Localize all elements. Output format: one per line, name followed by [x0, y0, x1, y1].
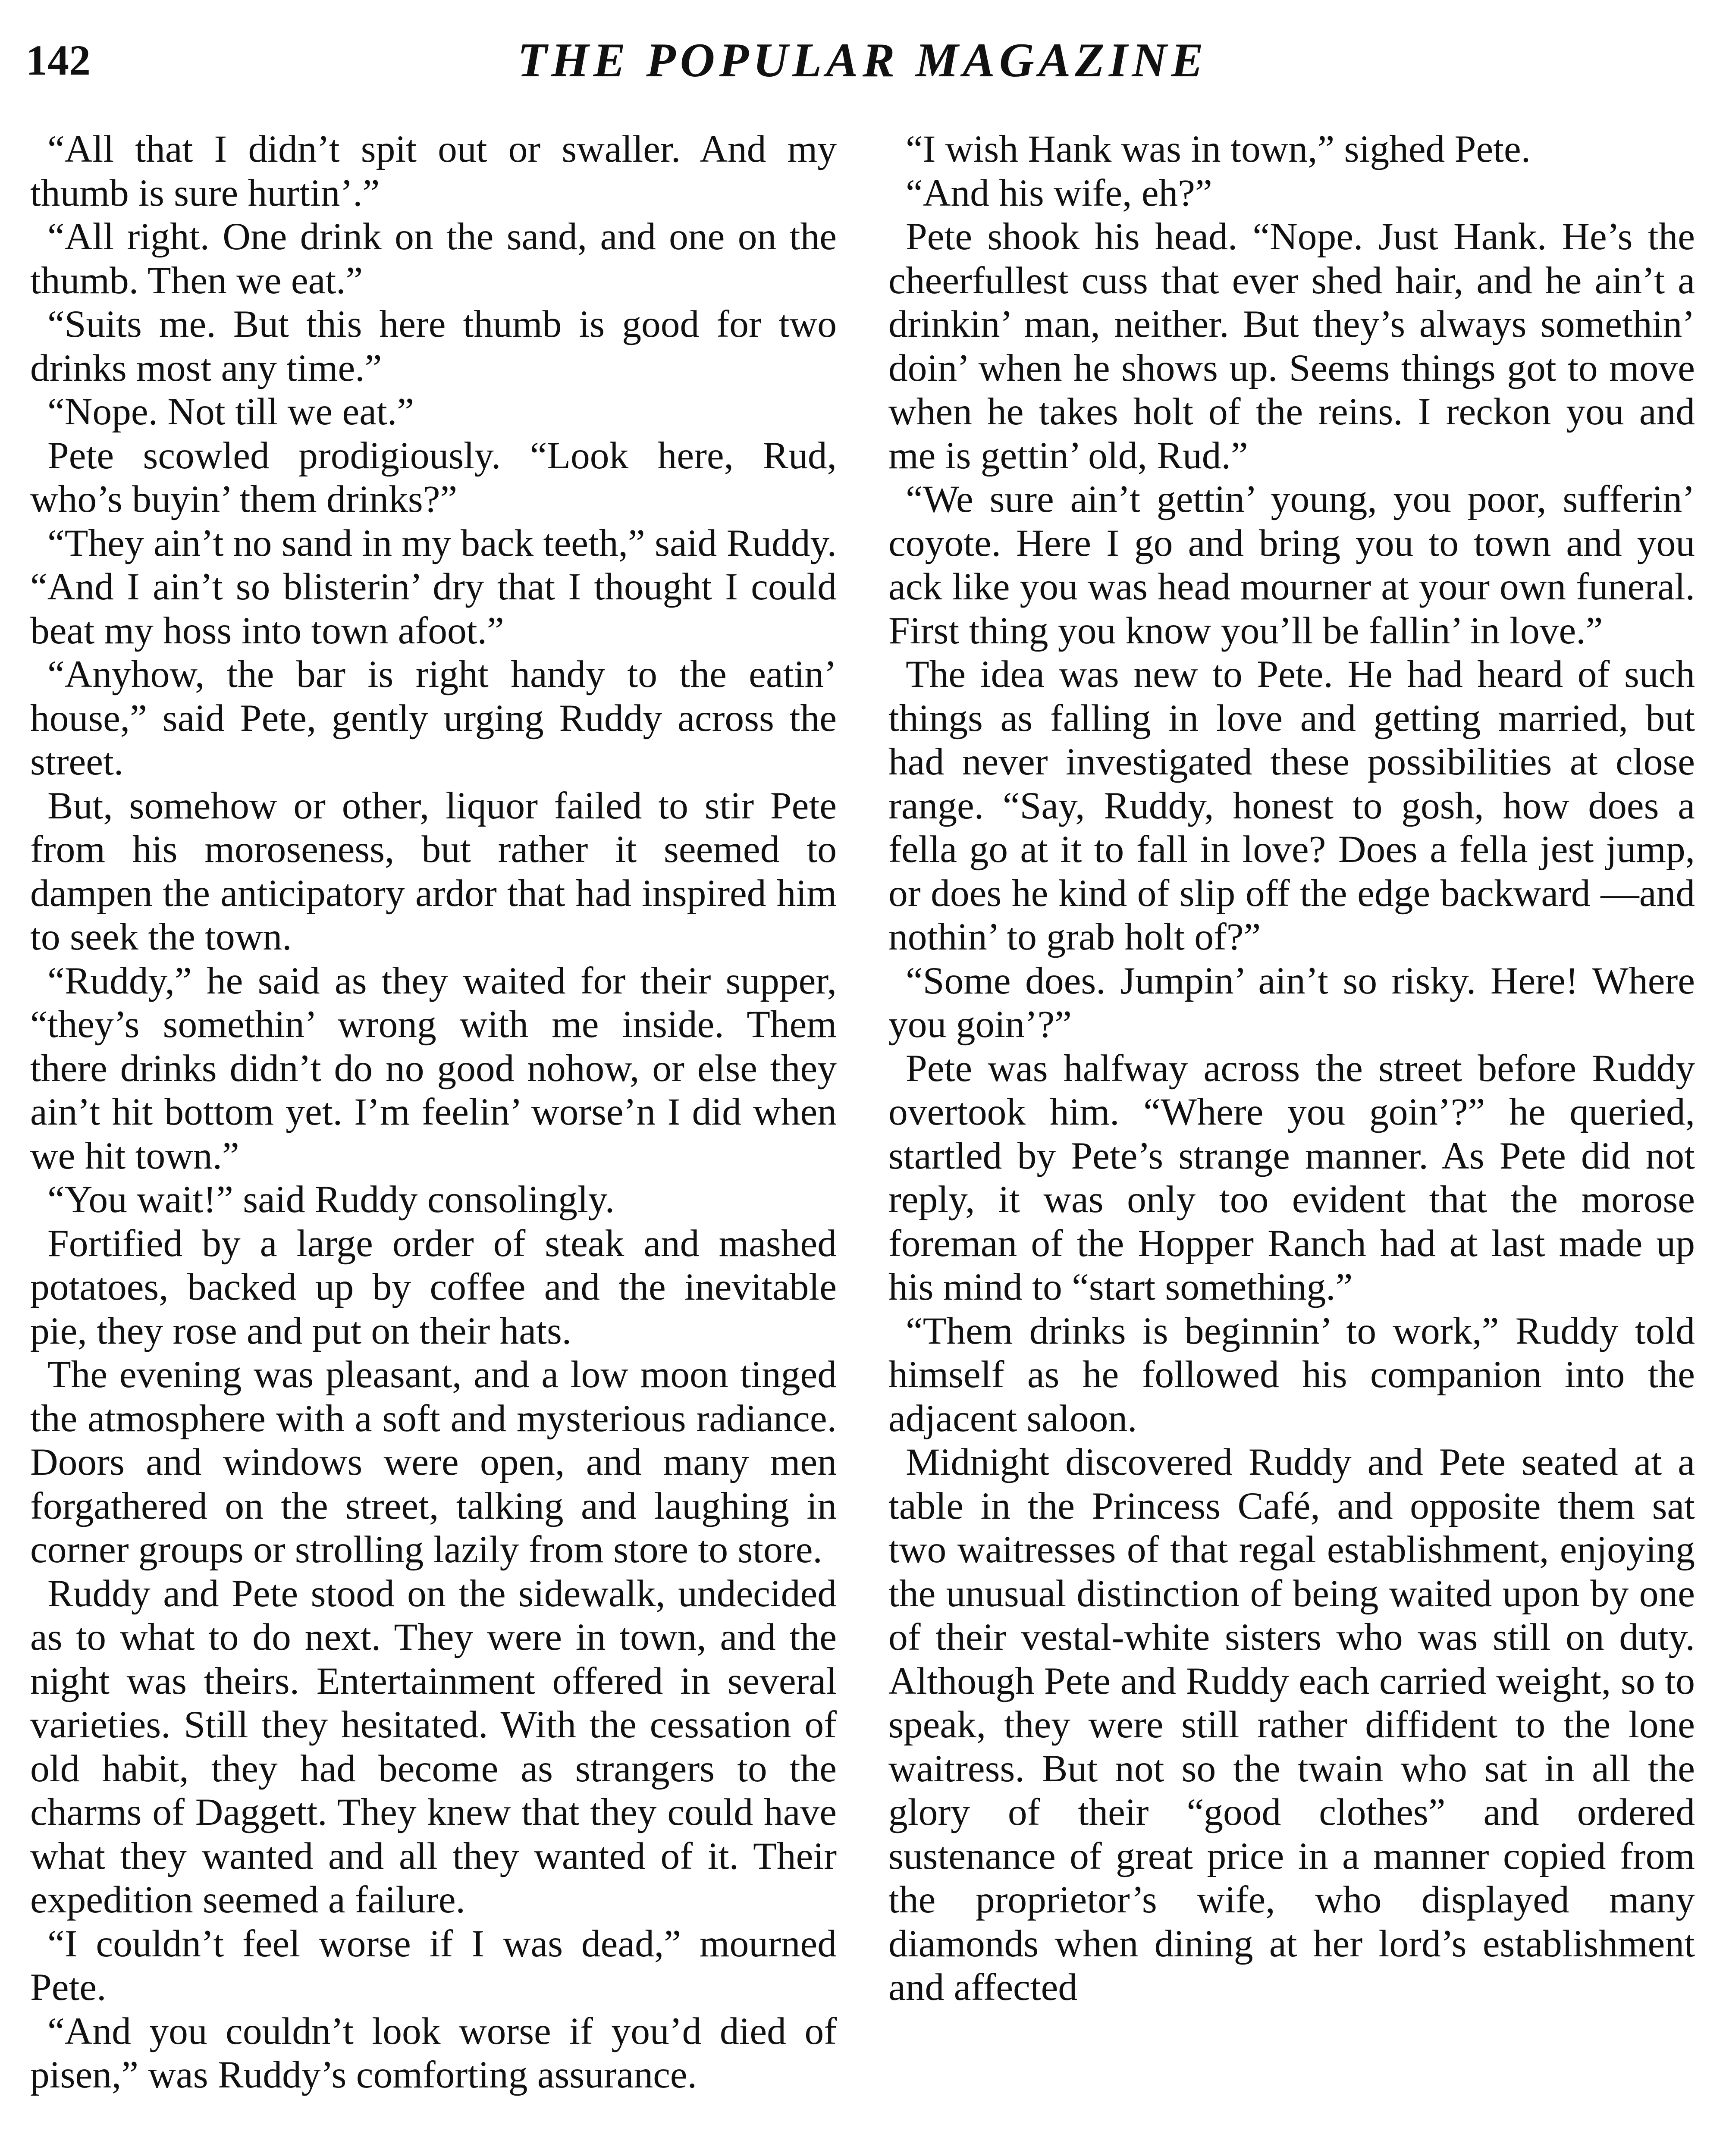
paragraph: Fortified by a large order of steak and mashed potatoes, backed up by coffee and the inevitable pie, they rose and put on their hats. — [30, 1222, 837, 1352]
running-head: THE POPULAR MAGAZINE — [517, 34, 1208, 87]
paragraph: “Suits me. But this here thumb is good for two drinks most any time.” — [30, 303, 837, 389]
paragraph: The evening was pleasant, and a low moon tinged the atmosphere with a soft and mysterious radiance. Doors and windows were open, and many men forgathered on the street, talking and laughing in corner groups or strolling lazily from store to store. — [30, 1353, 837, 1571]
paragraph: “All that I didn’t spit out or swaller. And my thumb is sure hurtin’.” — [30, 128, 837, 214]
paragraph: “I wish Hank was in town,” sighed Pete. — [906, 128, 1531, 170]
paragraph: Pete scowled prodigiously. “Look here, Rud, who’s buyin’ them drinks?” — [30, 434, 837, 520]
paragraph: Ruddy and Pete stood on the sidewalk, undecided as to what to do next. They were in town, and the night was theirs. Entertainment offered in several varieties. Still they hesitated. With the cessation of old habit, they had become as strangers to the charms of Daggett. They knew that they could have what they wanted and all they wanted of it. Their expedition seemed a failure. — [30, 1572, 837, 1921]
paragraph: “And you couldn’t look worse if you’d died of pisen,” was Ruddy’s comforting assurance. — [30, 2009, 837, 2096]
right-column — [888, 127, 1695, 2009]
paragraph: But, somehow or other, liquor failed to stir Pete from his moroseness, but rather it seemed to dampen the anticipatory ardor that had inspired him to seek the town. — [30, 784, 837, 958]
paragraph: “And his wife, eh?” — [906, 171, 1212, 214]
paragraph: “I couldn’t feel worse if I was dead,” mourned Pete. — [30, 1922, 837, 2009]
paragraph: “All right. One drink on the sand, and one on the thumb. Then we eat.” — [30, 215, 837, 302]
paragraph: “We sure ain’t gettin’ young, you poor, sufferin’ coyote. Here I go and bring you to town and you ack like you was head mourner at your own funeral. First thing you know you’ll be fallin’ in love.” — [888, 478, 1695, 652]
paragraph: “Some does. Jumpin’ ain’t so risky. Here! Where you goin’?” — [888, 959, 1695, 1046]
page-header — [26, 30, 1699, 91]
paragraph: “Ruddy,” he said as they waited for their supper, “they’s somethin’ wrong with me inside. Them there drinks didn’t do no good nohow, or else they ain’t hit bottom yet. I’m feelin’ worse’n I did when we hit town.” — [30, 959, 837, 1177]
paragraph: “You wait!” said Ruddy consolingly. — [47, 1178, 615, 1221]
paragraph: Pete shook his head. “Nope. Just Hank. He’s the cheerfullest cuss that ever shed hair, and he ain’t a drinkin’ man, neither. But they’s always somethin’ doin’ when he shows up. Seems things got to move when he takes holt of the reins. I reckon you and me is gettin’ old, Rud.” — [888, 215, 1695, 477]
paragraph: Pete was halfway across the street before Ruddy overtook him. “Where you goin’?” he queried, startled by Pete’s strange manner. As Pete did not reply, it was only too evident that the morose foreman of the Hopper Ranch had at last made up his mind to “start something.” — [888, 1047, 1695, 1308]
paragraph: “They ain’t no sand in my back teeth,” said Ruddy. “And I ain’t so blisterin’ dry that I thought I could beat my hoss into town afoot.” — [30, 521, 837, 652]
page-number: 142 — [26, 36, 91, 84]
paragraph: “Anyhow, the bar is right handy to the eatin’ house,” said Pete, gently urging Ruddy across the street. — [30, 653, 837, 783]
left-column — [30, 127, 837, 2097]
paragraph: Midnight discovered Ruddy and Pete seated at a table in the Princess Café, and opposite them sat two waitresses of that regal establishment, enjoying the unusual distinction of being waited upon by one of their vestal-white sisters who was still on duty. Although Pete and Ruddy each carried weight, so to speak, they were still rather diffident to the lone waitress. But not so the twain who sat in all the glory of their “good clothes” and ordered sustenance of great price in a manner copied from the proprietor’s wife, who displayed many diamonds when dining at her lord’s establishment and affected — [888, 1441, 1695, 2009]
paragraph: “Nope. Not till we eat.” — [47, 390, 414, 433]
paragraph: The idea was new to Pete. He had heard of such things as falling in love and getting married, but had never investigated these possibilities at close range. “Say, Ruddy, honest to gosh, how does a fella go at it to fall in love? Does a fella jest jump, or does he kind of slip off the edge backward —and nothin’ to grab holt of?” — [888, 653, 1695, 958]
paragraph: “Them drinks is beginnin’ to work,” Ruddy told himself as he followed his companion into the adjacent saloon. — [888, 1309, 1695, 1440]
